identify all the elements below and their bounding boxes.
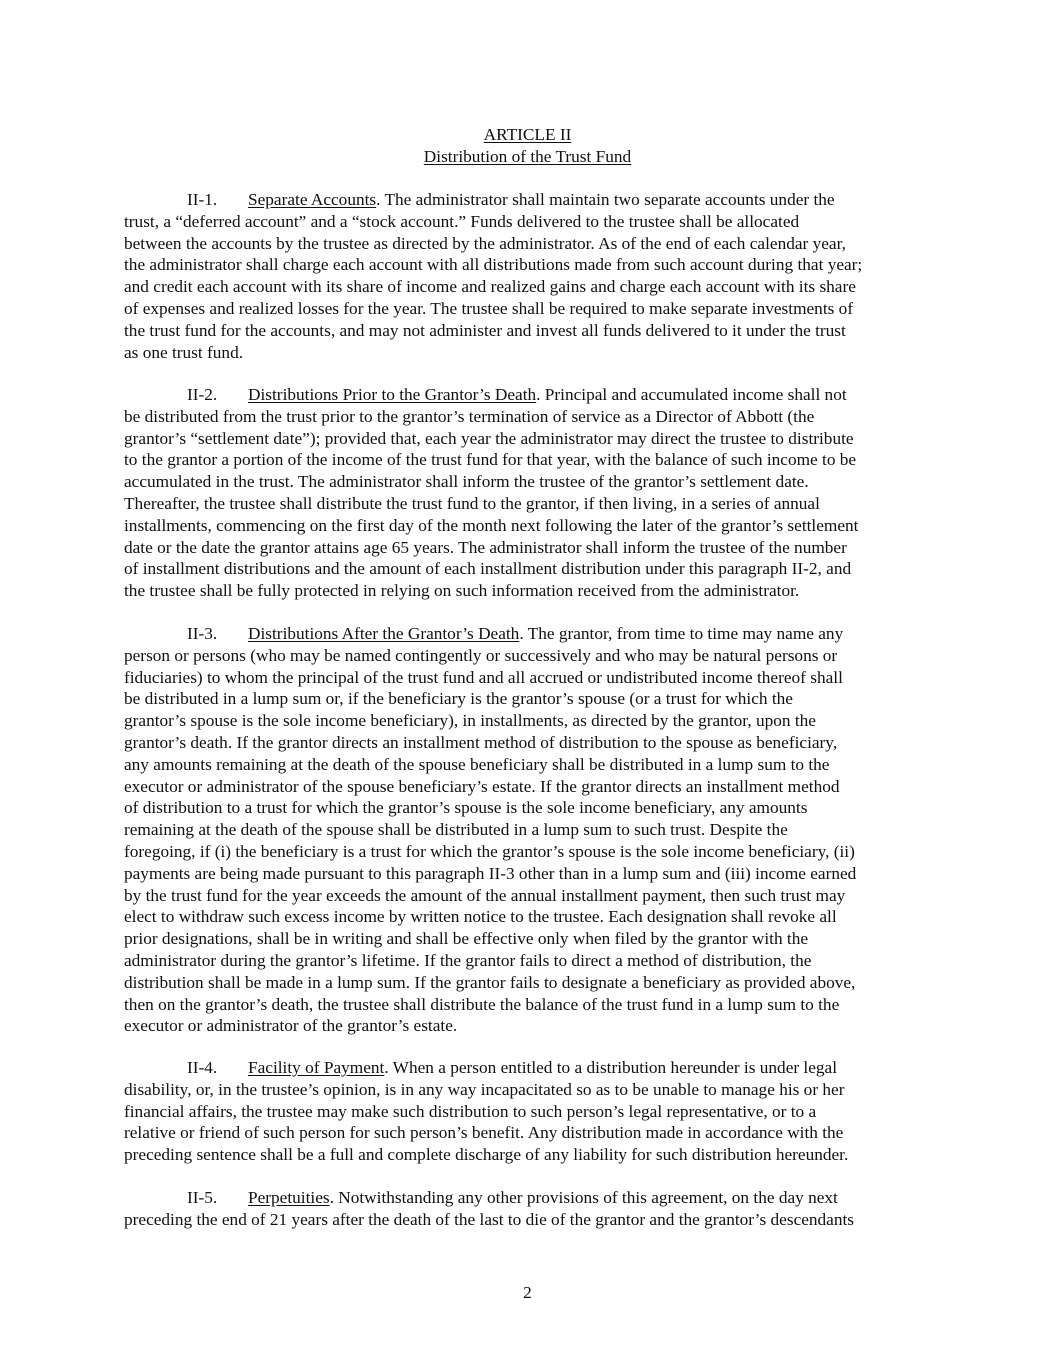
- text-line: distribution shall be made in a lump sum. If the grantor fails to designate a beneficiary as provided above,: [124, 972, 856, 992]
- section-ii-3: [124, 623, 954, 1037]
- text-line: Thereafter, the trustee shall distribute the trust fund to the grantor, if then living, in a series of annual: [124, 493, 820, 513]
- text-line: any amounts remaining at the death of the spouse beneficiary shall be distributed in a lump sum to the: [124, 754, 830, 774]
- text-line: elect to withdraw such excess income by written notice to the trustee. Each designation shall revoke all: [124, 907, 837, 927]
- text-line: by the trust fund for the year exceeds the amount of the annual installment payment, then such trust may: [124, 885, 846, 905]
- text-line: grantor’s death. If the grantor directs an installment method of distribution to the spouse as beneficiary,: [124, 732, 838, 752]
- text-line: relative or friend of such person for such person’s benefit. Any distribution made in accordance with the: [124, 1123, 844, 1143]
- text-line: accumulated in the trust. The administrator shall inform the trustee of the grantor’s settlement date.: [124, 472, 809, 492]
- text-line: preceding sentence shall be a full and complete discharge of any liability for such distribution hereunder.: [124, 1145, 849, 1165]
- text-line: date or the date the grantor attains age 65 years. The administrator shall inform the trustee of the number: [124, 537, 847, 557]
- section-ii-2: [124, 384, 954, 602]
- text-line: grantor’s spouse is the sole income beneficiary), in installments, as directed by the grantor, upon the: [124, 711, 816, 731]
- article-subtitle: Distribution of the Trust Fund: [423, 146, 632, 166]
- section-number: II-3.: [187, 624, 218, 643]
- section-number: II-5.: [187, 1188, 218, 1207]
- section-heading: Perpetuities: [248, 1188, 330, 1207]
- section-number: II-2.: [187, 385, 218, 404]
- text-line: to the grantor a portion of the income of the trust fund for that year, with the balance of such income to be: [124, 450, 857, 470]
- section-ii-5: [124, 1187, 954, 1231]
- text-line: person or persons (who may be named contingently or successively and who may be natural persons or: [124, 645, 838, 665]
- text-line: preceding the end of 21 years after the death of the last to die of the grantor and the grantor’s descendants: [124, 1209, 855, 1229]
- text-line: of installment distributions and the amount of each installment distribution under this paragraph II-2, and: [124, 559, 852, 579]
- text-line: administrator during the grantor’s lifetime. If the grantor fails to direct a method of distribution, the: [124, 950, 812, 970]
- text-line: financial affairs, the trustee may make such distribution to such person’s legal representative, or to a: [124, 1101, 817, 1121]
- text-line: of expenses and realized losses for the year. The trustee shall be required to make separate investments of: [124, 298, 854, 318]
- text-line: be distributed in a lump sum or, if the beneficiary is the grantor’s spouse (or a trust for which the: [124, 689, 793, 709]
- text-line: fiduciaries) to whom the principal of the trust fund and all accrued or undistributed income thereof shall: [124, 667, 843, 687]
- text-line: grantor’s “settlement date”); provided that, each year the administrator may direct the trustee to distribute: [124, 428, 854, 448]
- section-heading: Distributions After the Grantor’s Death: [248, 624, 520, 643]
- section-ii-1: [124, 189, 954, 363]
- section-heading: Distributions Prior to the Grantor’s Death: [248, 385, 537, 404]
- text-line: disability, or, in the trustee’s opinion, is in any way incapacitated so as to be unable to manage his or her: [124, 1079, 845, 1099]
- text-line: the administrator shall charge each account with all distributions made from such account during that year;: [124, 255, 863, 275]
- section-text: . The administrator shall maintain two separate accounts under the: [376, 190, 835, 209]
- article-title: ARTICLE II: [483, 125, 572, 144]
- text-line: be distributed from the trust prior to the grantor’s termination of service as a Director of Abbott (the: [124, 406, 815, 426]
- text-line: between the accounts by the trustee as directed by the administrator. As of the end of each calendar year,: [124, 233, 846, 253]
- section-text: . The grantor, from time to time may name any: [519, 624, 844, 643]
- text-line: prior designations, shall be in writing and shall be effective only when filed by the grantor with the: [124, 929, 809, 949]
- text-line: remaining at the death of the spouse shall be distributed in a lump sum to such trust. Despite the: [124, 820, 788, 840]
- section-text: . Notwithstanding any other provisions of this agreement, on the day next: [329, 1188, 838, 1207]
- text-line: then on the grantor’s death, the trustee shall distribute the balance of the trust fund in a lump sum to the: [124, 994, 840, 1014]
- text-line: the trustee shall be fully protected in relying on such information received from the administrator.: [124, 581, 800, 601]
- section-text: . When a person entitled to a distribution hereunder is under legal: [384, 1058, 838, 1077]
- section-number: II-4.: [187, 1058, 218, 1077]
- text-line: foregoing, if (i) the beneficiary is a trust for which the grantor’s spouse is the sole income beneficiary, (ii): [124, 841, 855, 861]
- section-text: . Principal and accumulated income shall not: [536, 385, 847, 404]
- section-heading: Facility of Payment: [248, 1058, 385, 1077]
- text-line: of distribution to a trust for which the grantor’s spouse is the sole income beneficiary, any amounts: [124, 798, 808, 818]
- text-line: as one trust fund.: [124, 342, 244, 362]
- section-number: II-1.: [187, 190, 218, 209]
- text-line: executor or administrator of the grantor’s estate.: [124, 1016, 458, 1036]
- text-line: the trust fund for the accounts, and may not administer and invest all funds delivered to it under the trust: [124, 320, 846, 340]
- section-heading: Separate Accounts: [248, 190, 377, 209]
- text-line: and credit each account with its share of income and realized gains and charge each account with its share: [124, 277, 856, 297]
- text-line: executor or administrator of the spouse beneficiary’s estate. If the grantor directs an installment method: [124, 776, 840, 796]
- page-number: 2: [523, 1283, 532, 1302]
- text-line: installments, commencing on the first day of the month next following the later of the grantor’s settlement: [124, 515, 859, 535]
- text-line: trust, a “deferred account” and a “stock account.” Funds delivered to the trustee shall be allocated: [124, 211, 800, 231]
- article-header: [0, 124, 1055, 168]
- section-ii-4: [124, 1057, 954, 1166]
- text-line: payments are being made pursuant to this paragraph II-3 other than in a lump sum and (iii) income earned: [124, 863, 857, 883]
